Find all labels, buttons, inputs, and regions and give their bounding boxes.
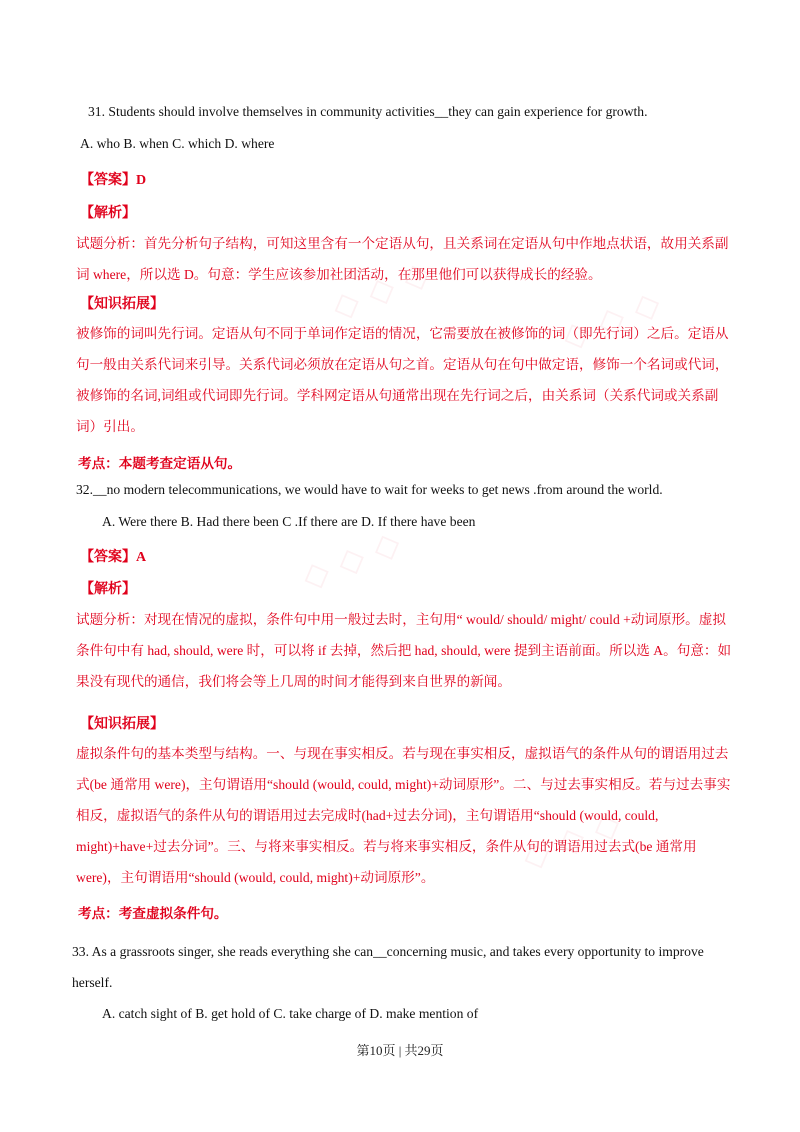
question-33-options: A. catch sight of B. get hold of C. take charge of D. make mention of [102, 1006, 479, 1021]
question-31-analysis-label: 【解析】 [80, 206, 136, 221]
watermark-logo: ◇ ◇ ◇ [326, 252, 436, 328]
question-31-extension-label: 【知识拓展】 [80, 297, 164, 312]
question-32-answer: 【答案】A [80, 550, 147, 565]
watermark-logo: ◇ ◇ ◇ [556, 282, 666, 358]
watermark-logo: ◇ ◇ ◇ [296, 522, 406, 598]
question-31-options: A. who B. when C. which D. where [80, 136, 275, 151]
question-32-analysis-text: 试题分析：对现在情况的虚拟，条件句中用一般过去时，主句用“ would/ should/ might/ could +动词原形。虚拟条件句中有 had, should, were 时，可以将 if 去掉，然后把 had, should, were 提到主语前面。所以选 A。句意：如果没有现代的通信，我们将会等上几周的时间才能得到来自世界的新闻。 [76, 612, 732, 689]
question-31-analysis-text: 试题分析：首先分析句子结构，可知这里含有一个定语从句，且关系词在定语从句中作地点状语，故用关系副词 where，所以选 D。句意：学生应该参加社团活动，在那里他们可以获得成长的经验。 [76, 236, 729, 282]
question-32-extension-text: 虚拟条件句的基本类型与结构。一、与现在事实相反。若与现在事实相反，虚拟语气的条件从句的谓语用过去式(be 通常用 were)，主句谓语用“should (would, could, might)+动词原形”。二、与过去事实相反。若与过去事实相反，虚拟语气的条件从句的谓语用过去完成时(had+过去分词)，主句谓语用“should (would, could, might)+have+过去分词”。三、与将来事实相反。若与将来事实相反，条件从句的谓语用过去式(be 通常用 were)，主句谓语用“should (would, could, might)+动词原形”。 [76, 746, 731, 885]
question-33-text: 33. As a grassroots singer, she reads everything she can__concerning music, and takes every opportunity to improve herself. [72, 944, 704, 990]
question-31-text: 31. Students should involve themselves in community activities__they can gain experience for growth. [88, 104, 648, 119]
question-31-extension-text: 被修饰的词叫先行词。定语从句不同于单词作定语的情况，它需要放在被修饰的词（即先行词）之后。定语从句一般由关系代词来引导。关系代词必须放在定语从句之首。定语从句在句中做定语，修饰一个名词或代词，被修饰的名词,词组或代词即先行词。学科网定语从句通常出现在先行词之后，由关系词（关系代词或关系副词）引出。 [76, 326, 729, 434]
question-32-analysis-label: 【解析】 [80, 582, 136, 597]
page-footer: 第10页 | 共29页 [356, 1043, 444, 1058]
question-31-answer: 【答案】D [80, 173, 147, 188]
question-32-kaodian: 考点：考查虚拟条件句。 [78, 906, 228, 921]
question-32-text: 32.__no modern telecommunications, we would have to wait for weeks to get news .from around the world. [76, 482, 663, 497]
question-32-options: A. Were there B. Had there been C .If there are D. If there have been [102, 514, 476, 529]
watermark-logo: ◇ ◇ ◇ [516, 802, 626, 878]
question-32-extension-label: 【知识拓展】 [80, 717, 164, 732]
question-31-kaodian: 考点：本题考查定语从句。 [78, 456, 242, 471]
